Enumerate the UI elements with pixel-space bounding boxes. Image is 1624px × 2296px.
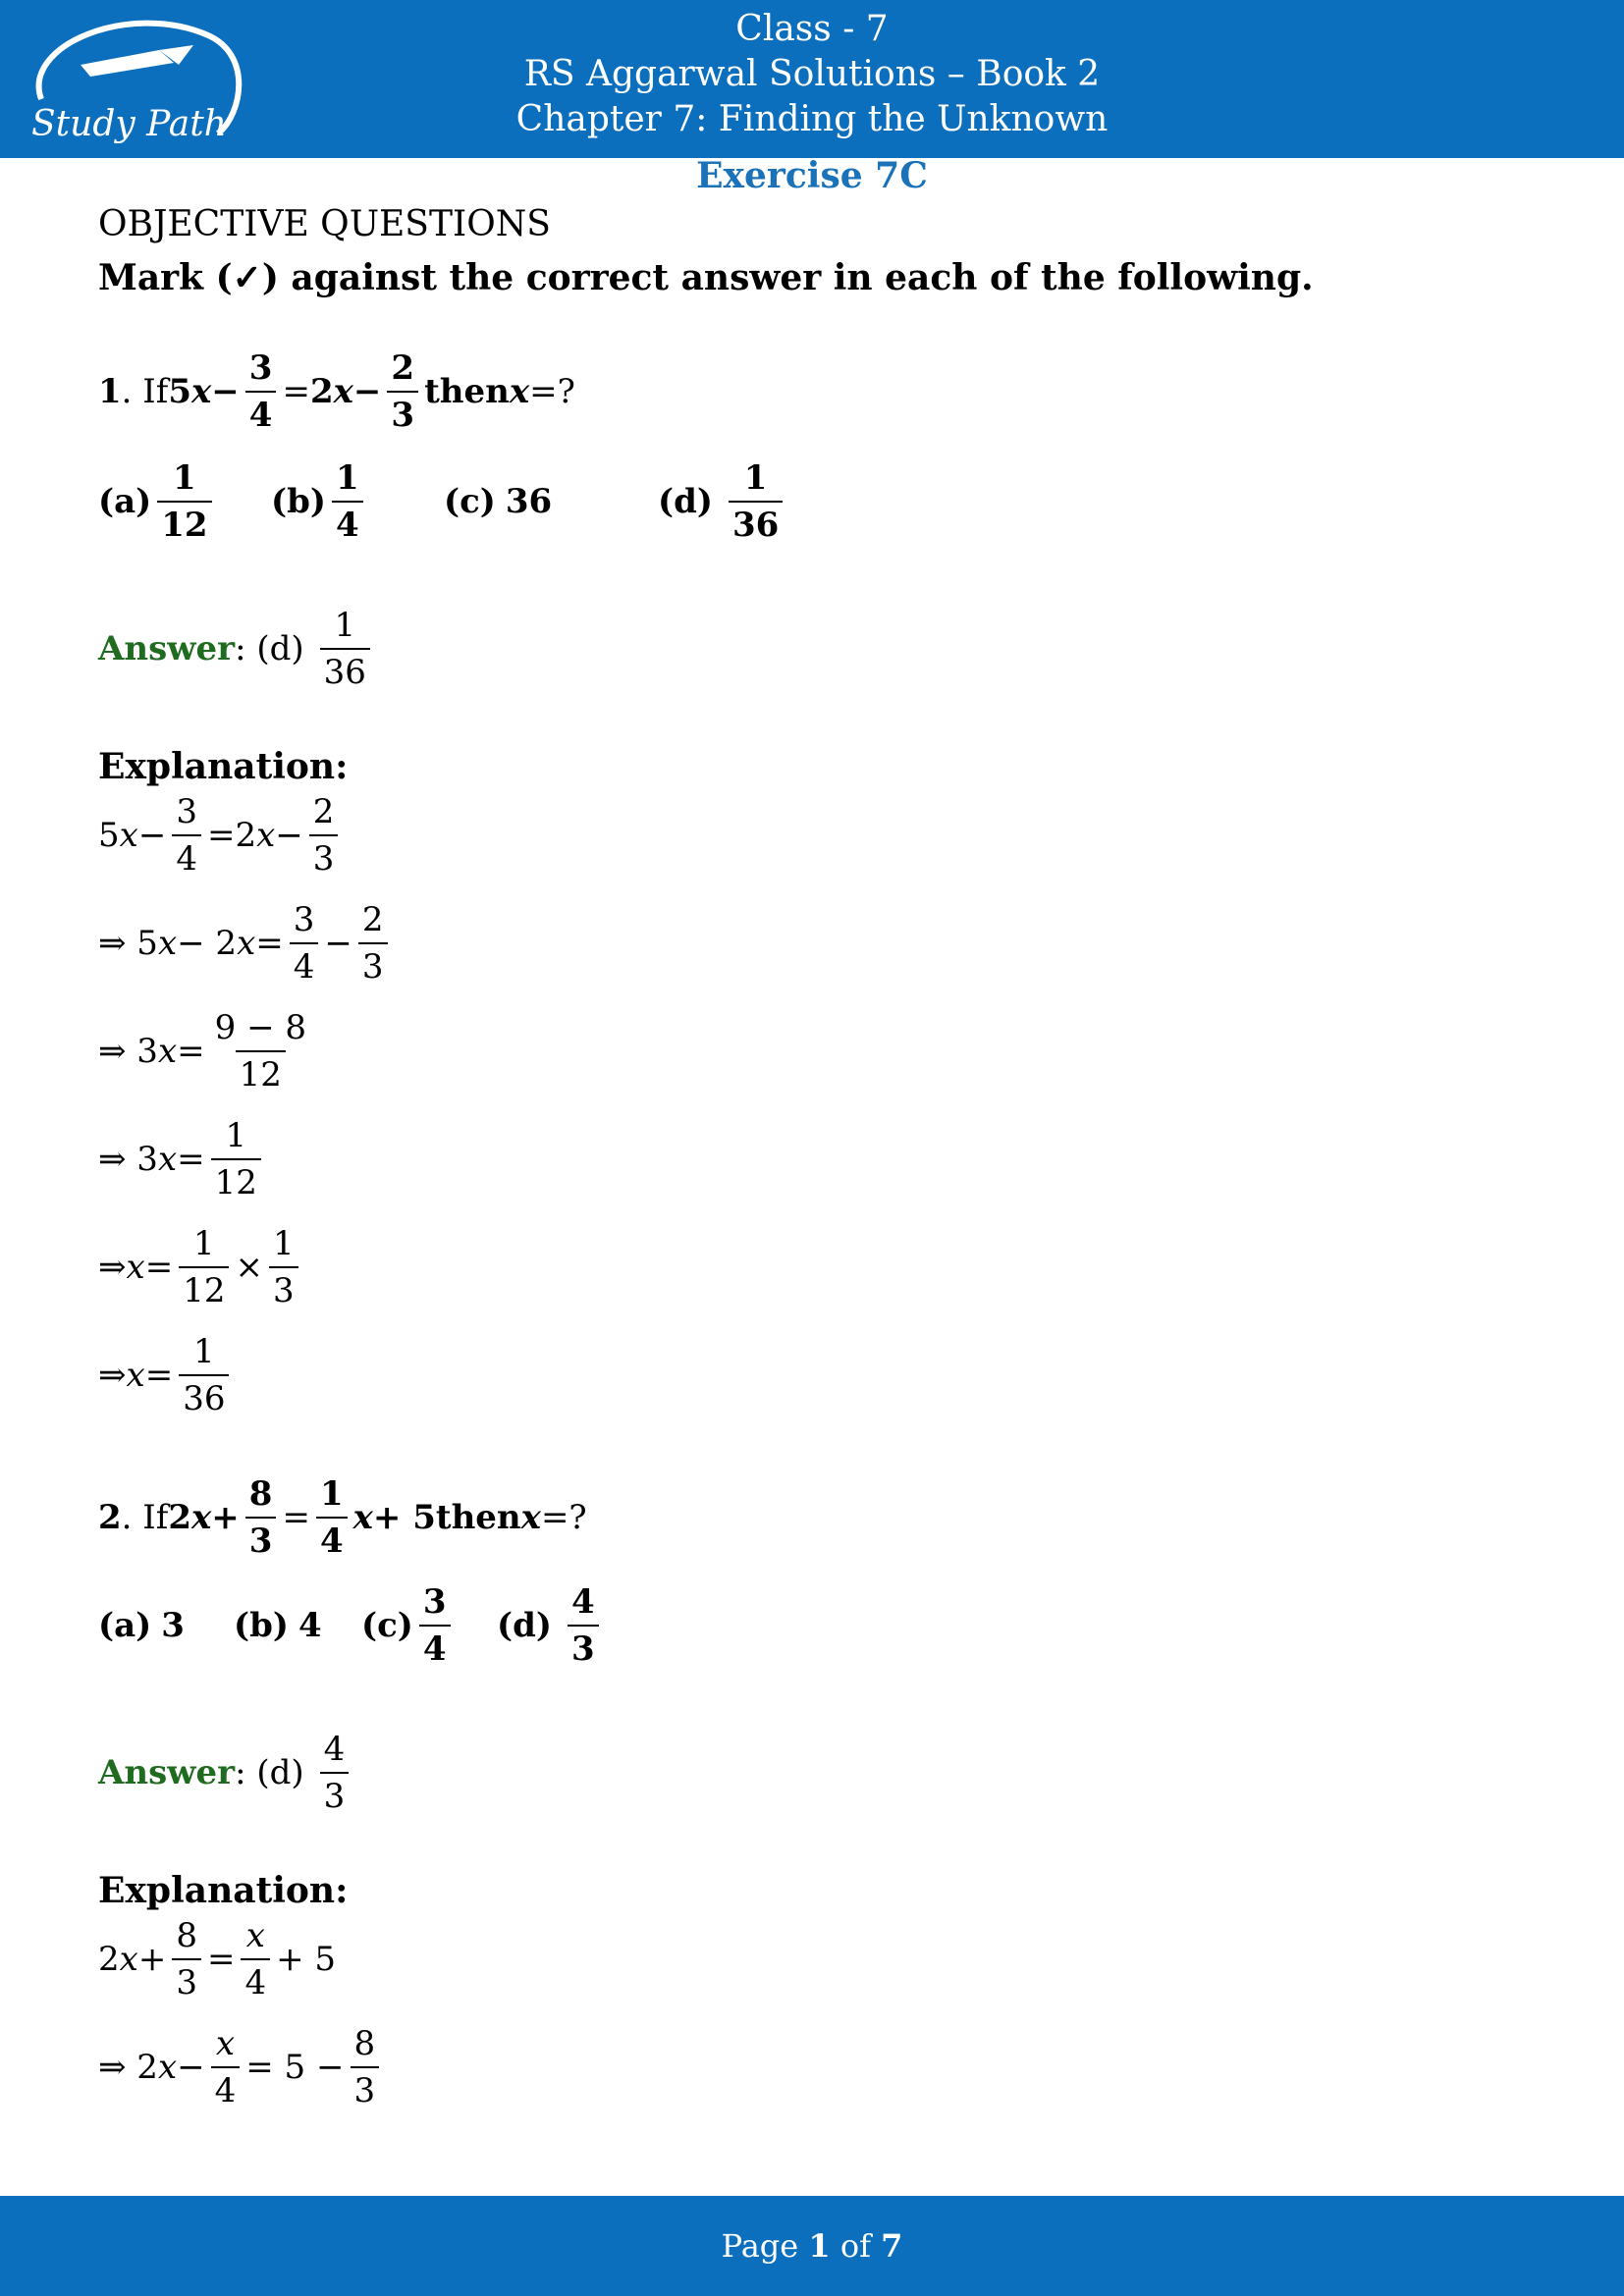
q1-step-6: ⇒ x = $\frac{1}{36}$ bbox=[98, 1335, 235, 1415]
exercise-title: Exercise 7C bbox=[696, 155, 928, 196]
page-number: 1 bbox=[808, 2227, 831, 2265]
option-d: (d) $\frac{1}{36}$ bbox=[658, 461, 788, 542]
page-total: 7 bbox=[881, 2227, 903, 2265]
q1-step-5: ⇒ x = $\frac{1}{12}$ × $\frac{1}{3}$ bbox=[98, 1227, 304, 1308]
option-c: (c) 36 bbox=[444, 482, 553, 521]
question-2: 2 . If 2 x + $\frac{8}{3}$ = $\frac{1}{4}$ x + 5 then x =? bbox=[98, 1474, 587, 1561]
option-a: (a) 3 bbox=[98, 1606, 185, 1645]
option-a: (a) $\frac{1}{12}$ bbox=[98, 461, 271, 542]
fraction: $\frac{2}{3}$ bbox=[387, 351, 418, 432]
instruction-text: Mark (✓) against the correct answer in each of the following. bbox=[98, 257, 1314, 298]
q2-step-2: ⇒ 2 x − $\frac{x}{4}$ = 5 − $\frac{8}{3}$ bbox=[98, 2027, 385, 2108]
section-title: OBJECTIVE QUESTIONS bbox=[98, 204, 551, 244]
option-c: (c) $\frac{3}{4}$ bbox=[361, 1585, 497, 1666]
q1-step-4: ⇒ 3 x = $\frac{1}{12}$ bbox=[98, 1119, 267, 1200]
option-b: (b) $\frac{1}{4}$ bbox=[271, 461, 444, 542]
header-book: RS Aggarwal Solutions – Book 2 bbox=[523, 54, 1101, 94]
question-2-options bbox=[98, 1582, 605, 1669]
page-footer bbox=[0, 2196, 1624, 2296]
page-label: Page bbox=[721, 2227, 799, 2265]
answer-1: Answer : (d) $\frac{1}{36}$ bbox=[98, 609, 376, 689]
answer-2: Answer : (d) $\frac{4}{3}$ bbox=[98, 1733, 354, 1813]
header-class: Class - 7 bbox=[735, 9, 889, 49]
svg-text:Study Path: Study Path bbox=[31, 104, 227, 144]
question-1-options bbox=[98, 458, 788, 545]
explanation-1-label: Explanation: bbox=[98, 746, 349, 787]
of-label: of bbox=[839, 2227, 871, 2265]
option-d: (d) $\frac{4}{3}$ bbox=[497, 1585, 605, 1666]
question-1: 1 . If 5 x − $\frac{3}{4}$ = 2 x − $\frac{2}{3}$ then x =? bbox=[98, 348, 575, 435]
header-chapter: Chapter 7: Finding the Unknown bbox=[515, 99, 1109, 139]
fraction: $\frac{3}{4}$ bbox=[245, 351, 277, 432]
q1-step-2: ⇒ 5 x − 2 x = $\frac{3}{4}$ − $\frac{2}{3}$ bbox=[98, 903, 394, 984]
explanation-2-label: Explanation: bbox=[98, 1870, 349, 1911]
q2-step-1: 2 x + $\frac{8}{3}$ = $\frac{x}{4}$ + 5 bbox=[98, 1916, 337, 2002]
q1-step-1: 5 x − $\frac{3}{4}$ = 2 x − $\frac{2}{3}$ bbox=[98, 795, 344, 876]
option-b: (b) 4 bbox=[234, 1606, 322, 1645]
page-header bbox=[0, 0, 1624, 158]
q1-step-3: ⇒ 3 x = $\frac{9 - 8}{12}$ bbox=[98, 1008, 306, 1095]
